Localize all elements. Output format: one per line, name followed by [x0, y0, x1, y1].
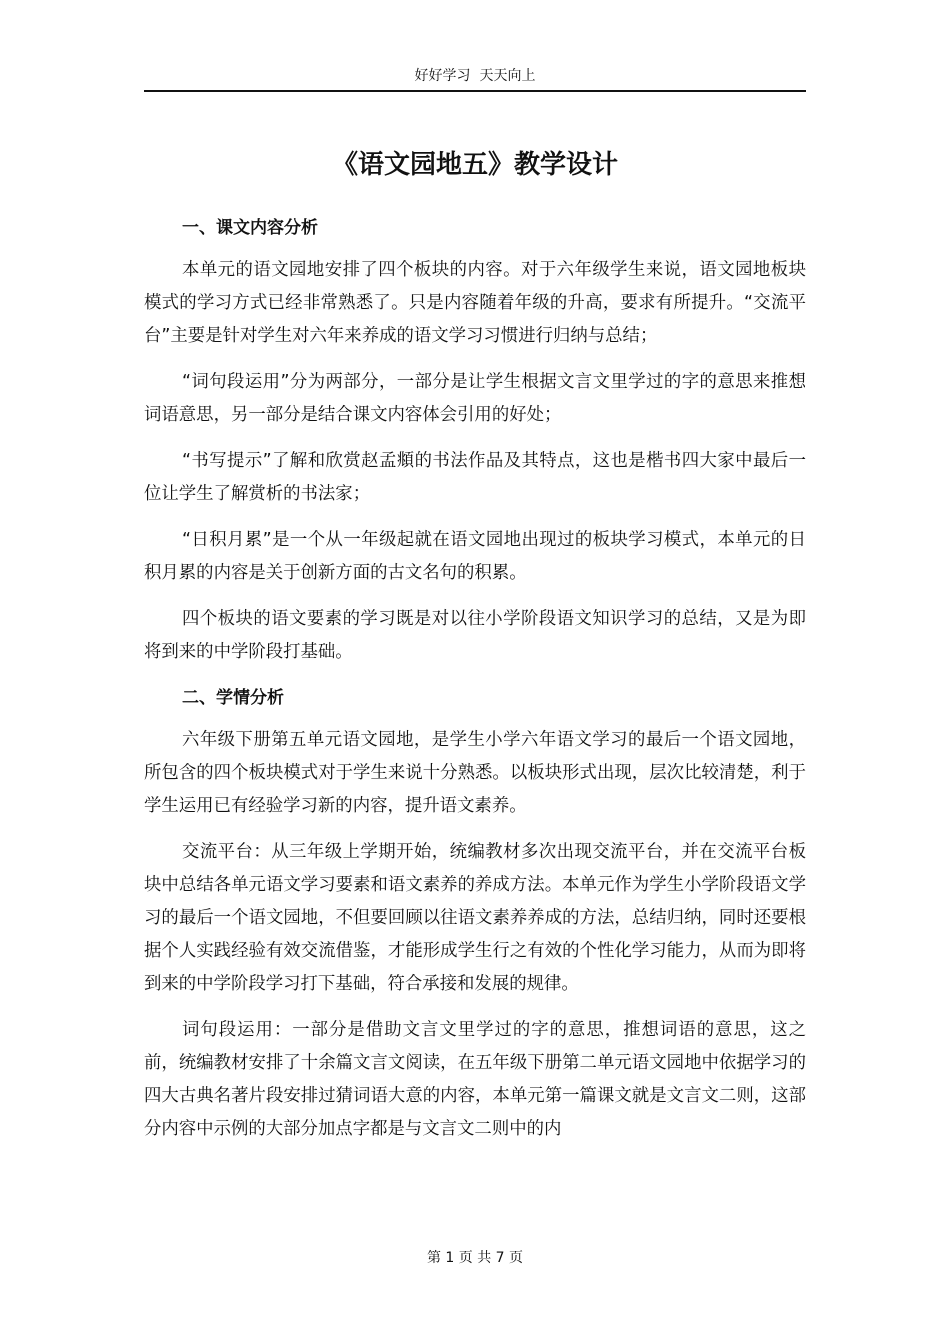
- paragraph: 本单元的语文园地安排了四个板块的内容。对于六年级学生来说，语文园地板块模式的学习方式已经非常熟悉了。只是内容随着年级的升高，要求有所提升。“交流平台”主要是针对学生对六年来养成的语文学习习惯进行归纳与总结；: [144, 260, 806, 346]
- page-number: 第 1 页 共 7 页: [426, 1250, 524, 1266]
- page-header: [144, 66, 806, 92]
- section-learner-analysis: [144, 682, 806, 1146]
- paragraph: “词句段运用”分为两部分，一部分是让学生根据文言文里学过的字的意思来推想词语意思，另一部分是结合课文内容体会引用的好处；: [144, 372, 806, 425]
- page-title: 《语文园地五》教学设计: [331, 150, 618, 180]
- page-footer: [144, 1248, 806, 1268]
- section-content-analysis: [144, 212, 806, 669]
- paragraph: “书写提示”了解和欣赏赵孟頫的书法作品及其特点，这也是楷书四大家中最后一位让学生了解赏析的书法家；: [144, 451, 806, 504]
- section-heading: 二、学情分析: [182, 688, 284, 708]
- paragraph: 六年级下册第五单元语文园地，是学生小学六年语文学习的最后一个语文园地，所包含的四个板块模式对于学生来说十分熟悉。以板块形式出现，层次比较清楚，利于学生运用已有经验学习新的内容，提升语文素养。: [144, 730, 806, 816]
- paragraph: “日积月累”是一个从一年级起就在语文园地出现过的板块学习模式，本单元的日积月累的内容是关于创新方面的古文名句的积累。: [144, 530, 806, 583]
- header-text: 好好学习 天天向上: [414, 68, 536, 84]
- paragraph: 交流平台：从三年级上学期开始，统编教材多次出现交流平台，并在交流平台板块中总结各单元语文学习要素和语文素养的养成方法。本单元作为学生小学阶段语文学习的最后一个语文园地，不但要回顾以往语文素养养成的方法，总结归纳，同时还要根据个人实践经验有效交流借鉴，才能形成学生行之有效的个性化学习能力，从而为即将到来的中学阶段学习打下基础，符合承接和发展的规律。: [144, 842, 806, 994]
- paragraph: 四个板块的语文要素的学习既是对以往小学阶段语文知识学习的总结，又是为即将到来的中学阶段打基础。: [144, 609, 806, 662]
- document-body: [144, 212, 806, 1159]
- paragraph: 词句段运用：一部分是借助文言文里学过的字的意思，推想词语的意思，这之前，统编教材安排了十余篇文言文阅读，在五年级下册第二单元语文园地中依据学习的四大古典名著片段安排过猜词语大意的内容，本单元第一篇课文就是文言文二则，这部分内容中示例的大部分加点字都是与文言文二则中的内: [144, 1020, 806, 1139]
- section-heading: 一、课文内容分析: [182, 218, 318, 238]
